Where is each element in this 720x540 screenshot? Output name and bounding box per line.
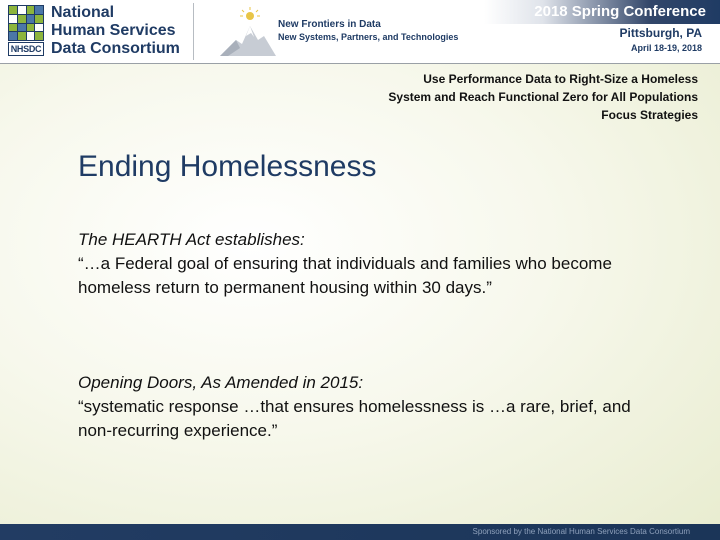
opening-doors-lead: Opening Doors, As Amended in 2015:	[78, 373, 364, 392]
conference-title-bar	[484, 0, 720, 24]
footer-bar	[0, 524, 720, 540]
org-name-line-2: Human Services	[51, 22, 176, 39]
session-presenter: Focus Strategies	[601, 108, 698, 122]
session-title-line-2: System and Reach Functional Zero for All Populations	[388, 90, 698, 104]
organization-name	[51, 4, 180, 58]
consortium-logo-icon	[8, 5, 44, 41]
mountain-sunrise-icon	[218, 6, 278, 58]
hearth-act-block	[78, 228, 658, 300]
org-name-line-3: Data Consortium	[51, 40, 180, 57]
conference-title: 2018 Spring Conference	[534, 3, 706, 20]
session-title	[388, 70, 698, 124]
hearth-act-quote: “…a Federal goal of ensuring that individuals and families who become homeless return to permanent housing within 30 days.”	[78, 254, 612, 297]
conference-dates: April 18-19, 2018	[630, 43, 702, 53]
tagline-subtitle: New Systems, Partners, and Technologies	[278, 32, 459, 42]
hearth-act-lead: The HEARTH Act establishes:	[78, 230, 305, 249]
conference-banner	[0, 0, 720, 64]
slide-title: Ending Homelessness	[78, 150, 377, 183]
conference-location: Pittsburgh, PA	[619, 26, 702, 40]
opening-doors-quote: “systematic response …that ensures homelessness is …a rare, brief, and non-recurring experience.”	[78, 397, 631, 440]
sponsor-text: Sponsored by the National Human Services Data Consortium	[472, 527, 690, 536]
session-title-line-1: Use Performance Data to Right-Size a Homeless	[423, 72, 698, 86]
banner-divider	[193, 3, 194, 60]
opening-doors-block	[78, 371, 658, 443]
tagline-title: New Frontiers in Data	[278, 19, 381, 30]
logo-abbreviation: NHSDC	[8, 42, 44, 56]
org-name-line-1: National	[51, 4, 115, 21]
